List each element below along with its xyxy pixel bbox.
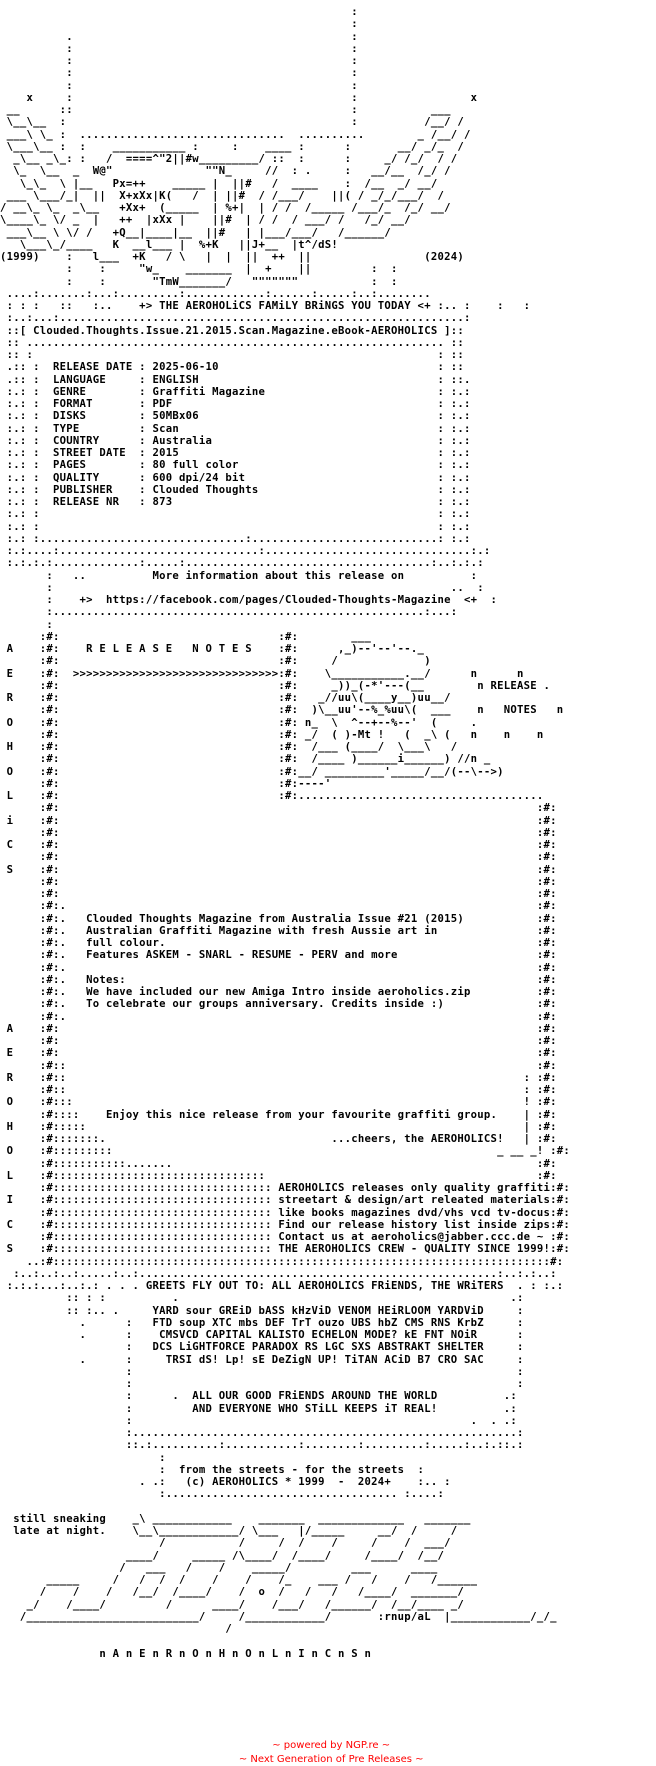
nfo-line: ....:.......:...:.........:............:......:.....:..:........ [0, 287, 431, 300]
nfo-line: late at night. \__\____________/ \___ |/_____ __/ / / [0, 1525, 458, 1537]
nfo-line: L :#: :#:..................................... [0, 790, 544, 802]
nfo-line: :#: :#: [0, 875, 557, 888]
nfo-line: : from the streets - for the streets : [0, 1463, 425, 1476]
nfo-line: . : FTD soup XTC mbs DEF TrT ouzo UBS hbZ CMS RNS KrbZ : [0, 1316, 524, 1329]
nfo-line: . .: (c) AEROHOLICS * 1999 - 2024+ :.. : [0, 1476, 451, 1488]
nfo-line: O :#::: ! :#: [0, 1096, 557, 1109]
nfo-line: :#: :#: / ) [0, 655, 431, 668]
nfo-line: : .. : [0, 581, 484, 594]
nfo-line: : [0, 618, 54, 631]
nfo-line: L :#:::::::::::::::::::::::::::::::: :#: [0, 1169, 557, 1182]
nfo-line: :#:. :#: [0, 961, 557, 974]
nfo-line: : AND EVERYONE WHO STiLL KEEPS iT REAL! .: [0, 1402, 517, 1415]
nfo-line: :.:.:.:.............:.....:.....................................:..:.:.: [0, 557, 484, 570]
nfo-line: :#:. Clouded Thoughts Magazine from Australia Issue #21 (2015) :#: [0, 912, 557, 925]
nfo-line: .:: : LANGUAGE : ENGLISH : ::. [0, 373, 471, 386]
nfo-line: still sneaking _\ ____________ _______ _____________ _______ [0, 1512, 471, 1525]
nfo-line: : : [0, 79, 358, 92]
nfo-line: .:: : RELEASE DATE : 2025-06-10 : :: [0, 361, 464, 374]
nfo-line: ::[ Clouded.Thoughts.Issue.21.2015.Scan.Magazine.eBook-AEROHOLICS ]:: [0, 324, 464, 337]
tagline-text: ~ Next Generation of Pre Releases ~ [238, 1754, 424, 1765]
nfo-line: :#:. To celebrate our groups anniversary. Credits inside :) :#: [0, 998, 557, 1011]
nfo-line: :.: : : :.: [0, 520, 471, 533]
nfo-line: A :#: R E L E A S E N O T E S :#: ,_)--'--'--._ [0, 643, 425, 655]
nfo-line: : [0, 6, 358, 18]
nfo-line: : . . .: [0, 1414, 517, 1427]
nfo-line: _/ /____/ / ____/ /___/ /______/ /__/____ _/ [0, 1598, 464, 1611]
nfo-line: C :#: :#: [0, 839, 557, 851]
nfo-line: : : : :: :.. +> THE AEROHOLiCS FAMiLY BRiNGS YOU TODAY <+ :.. : : : [0, 300, 531, 312]
nfo-line: :.: : TYPE : Scan : :.: [0, 422, 471, 435]
nfo-line: :#:. We have included our new Amiga Intro inside aeroholics.zip :#: [0, 986, 557, 998]
nfo-line: :#:. Australian Graffiti Magazine with fresh Aussie art in :#: [0, 924, 557, 937]
nfo-line: :#: :#: _/ ( )-Mt ! ( _\ ( n n n [0, 728, 544, 741]
nfo-line: :.: : GENRE : Graffiti Magazine : :.: [0, 385, 471, 398]
nfo-line: ..:#:::::::::::::::::::::::::::::::::::::::::::::::::::::::::::::::::::::::::::#: [0, 1255, 564, 1268]
nfo-line: :.: : PUBLISHER : Clouded Thoughts : :.: [0, 483, 471, 496]
nfo-line: R :#:: : :#: [0, 1071, 557, 1084]
nfo-line: I :#::::::::::::::::::::::::::::::::: streetart & design/art releated materials:#: [0, 1194, 571, 1207]
nfo-line: \_\_ \ |__ Px=++ _____ | ||# / ____ : /__ _/ __/ [0, 177, 438, 190]
nfo-line: :.:....:..............................:...............................:.: [0, 545, 491, 557]
nfo-line: :#:: :#: [0, 1059, 557, 1072]
nfo-line: O :#: :#: n_ \ ^--+--%--' ( . [0, 716, 478, 729]
nfo-line: / ___ / / _____/ ___ ____ [0, 1561, 438, 1574]
nfo-line: \___\__ : : ___________ : : ____ : : __/ _/_ / [0, 140, 464, 153]
nfo-line: :#: :#: ___ [0, 630, 372, 643]
nfo-line: E :#: :#: [0, 1047, 557, 1060]
nfo-line: :.: : DISKS : 50MBx06 : :.: [0, 410, 471, 423]
nfo-line: ::.:..........:...........:........:.........:.....:..:.::.: [0, 1439, 524, 1452]
nfo-line: / [0, 1623, 232, 1635]
nfo-line: :.: : RELEASE NR : 873 : :.: [0, 496, 471, 508]
nfo-line: :.: : QUALITY : 600 dpi/24 bit : :.: [0, 471, 471, 484]
nfo-line: :#:::::::::::....... :#: [0, 1157, 557, 1170]
nfo-line: :: :.. . YARD sour GREiD bASS kHzViD VENOM HEiRLOOM YARDViD : [0, 1304, 524, 1317]
nfo-line: : : [0, 1365, 524, 1378]
nfo-line: : : "TmW_______/ """"""" : : [0, 275, 398, 288]
nfo-line: :#:::::::. ...cheers, the AEROHOLICS! | :#: [0, 1133, 557, 1145]
nfo-line: :: ............................................................... :: [0, 336, 464, 349]
nfo-line: n A n E n R n O n H n O n L n I n C n S n [0, 1647, 372, 1660]
nfo-line: R :#: :#: _//uu\(____y__)uu__/ [0, 692, 451, 704]
nfo-line: :#:: : :#: [0, 1084, 557, 1096]
nfo-line: :#: :#:----' [0, 777, 332, 790]
nfo-line: :........................................................:...: [0, 606, 458, 619]
nfo-line: : [0, 1451, 166, 1464]
nfo-line: i :#: :#: [0, 814, 557, 827]
nfo-line: : : [0, 55, 358, 67]
nfo-line: : : [0, 42, 358, 55]
nfo-line: :..:...:.............................................................: [0, 312, 471, 325]
nfo-line: . : [0, 30, 358, 43]
nfo-line: :#::::::::::::::::::::::::::::::::: Contact us at aeroholics@jabber.ccc.de ~ :#: [0, 1231, 571, 1243]
nfo-line: H :#: :#: /___ (____/ \___\ / [0, 741, 458, 753]
nfo-line: :#:. :#: [0, 900, 557, 913]
nfo-line: :#:. :#: [0, 1010, 557, 1023]
nfo-line: / / / / / / / ___/ [0, 1537, 451, 1550]
nfo-line: A :#: :#: [0, 1022, 557, 1035]
nfo-line: :.: : : :.: [0, 508, 471, 521]
nfo-line: :#: :#: /____ )______i______) //n _ [0, 753, 491, 766]
nfo-line: H :#::::: | :#: [0, 1120, 557, 1133]
nfo-line: \_ \__ _ W@" ""N_ // : . : __/__ /_/ / [0, 165, 451, 178]
nfo-line: \___\_/____ K __l___ | %+K ||J+__ |t^/dS! [0, 238, 339, 251]
nfo-line: . : CMSVCD CAPITAL KALISTO ECHELON MODE? kE FNT NOiR : [0, 1329, 524, 1341]
nfo-line: : . ALL OUR GOOD FRiENDS AROUND THE WORLD .: [0, 1390, 517, 1403]
nfo-line: ___ \___/_| || X+xXx|K( / | ||# / /___/ ||( / _/_/___/ / [0, 189, 445, 202]
nfo-line: : [0, 18, 358, 31]
nfo-line: O :#: :#:__/ _________'_____/__/(--\-->) [0, 765, 504, 778]
nfo-line: :.: : FORMAT : PDF : :.: [0, 398, 471, 410]
nfo-line: : +> https://facebook.com/pages/Clouded-Thoughts-Magazine <+ : [0, 594, 498, 606]
footer-tagline [0, 1742, 656, 1766]
nfo-line: :..........................................................: [0, 1427, 524, 1439]
nfo-line: :.: : STREET DATE : 2015 : :.: [0, 447, 471, 459]
nfo-line: x : : x [0, 91, 478, 104]
nfo-line: :#: :#: [0, 1035, 557, 1047]
nfo-line: C :#::::::::::::::::::::::::::::::::: Find our release history list inside zips:#: [0, 1218, 571, 1231]
nfo-line: :#: :#: _))_(-*'---(__ n RELEASE . [0, 679, 551, 692]
nfo-line: \__\__ : : /__/ / [0, 116, 464, 129]
nfo-line: :..:..:..:.....:..:......................................................:..:.:..: [0, 1267, 557, 1280]
nfo-line: :#:. Notes: :#: [0, 973, 557, 986]
nfo-line: :#: :#: [0, 826, 557, 839]
nfo-line: :.:.:...:..:.: . . . GREETS FLY OUT TO: ALL AEROHOLICS FRiENDS, THE WRiTERS . : :.: [0, 1280, 564, 1292]
nfo-line: /__________________________/ /____________/ :rnup/aL |____________/_/_ [0, 1610, 557, 1623]
nfo-line: :.: : COUNTRY : Australia : :.: [0, 434, 471, 447]
nfo-line: :#: :#: [0, 802, 557, 815]
nfo-line: :#:. Features ASKEM - SNARL - RESUME - PERV and more :#: [0, 949, 557, 962]
nfo-line: :#: :#: [0, 888, 557, 900]
nfo-line: / / / /__/ /____/ / o / / / /____/ _______/ [0, 1586, 464, 1599]
nfo-line: :#: :#: [0, 851, 557, 864]
nfo-line: :#:::: Enjoy this nice release from your favourite graffiti group. | :#: [0, 1108, 557, 1121]
nfo-line: _____ / / / / / / /_ ___ / / / /______ [0, 1574, 478, 1586]
nfo-line: O :#::::::::: _ __ _! :#: [0, 1145, 571, 1158]
nfo-line: : DCS LiGHTFORCE PARADOX RS LGC SXS ABSTRAKT SHELTER : [0, 1341, 524, 1354]
nfo-line: . : TRSI dS! Lp! sE DeZigN UP! TiTAN ACiD B7 CRO SAC : [0, 1353, 524, 1366]
nfo-line: :.: : PAGES : 80 full color : :.: [0, 459, 471, 472]
nfo-line: \____\_ \/ _ | ++ |xXx | ||# | / / / ___/ / /_/ __/ [0, 214, 411, 227]
nfo-line: E :#: >>>>>>>>>>>>>>>>>>>>>>>>>>>>>>>:#: \___________.__/ n n [0, 667, 524, 680]
nfo-line: :#::::::::::::::::::::::::::::::::: AEROHOLICS releases only quality graffiti:#: [0, 1182, 571, 1194]
nfo-line: : : [0, 1378, 524, 1390]
nfo-line: :#: :#: )\__uu'--%_%uu\( ___ n NOTES n [0, 704, 564, 717]
nfo-line: ____/ _____ /\____/ /____/ /____/ /__/ [0, 1549, 445, 1562]
powered-by-text: ~ powered by NGP.re ~ [272, 1740, 391, 1751]
nfo-line: : : [0, 67, 358, 80]
nfo-line: S :#::::::::::::::::::::::::::::::::: THE AEROHOLICS CREW - QUALITY SINCE 1999!:#: [0, 1243, 571, 1256]
nfo-line: S :#: :#: [0, 863, 557, 876]
nfo-line: :: : : . .: [0, 1292, 524, 1305]
nfo-line: :.: :...............................:............................: :.: [0, 532, 471, 545]
nfo-line: __ :: : ___ [0, 104, 451, 116]
nfo-line: :#::::::::::::::::::::::::::::::::: like books magazines dvd/vhs vcd tv-docus:#: [0, 1206, 571, 1219]
nfo-line: / __\_ \_ _\__ +Xx+ (_____ | %+| | / / /_____ /___/_ /_/ __/ [0, 202, 451, 214]
nfo-line: : .. More information about this release on : [0, 569, 478, 582]
nfo-line: :: : : :: [0, 349, 464, 361]
nfo-line: ___\__ \ \/ / +Q__|____|__ ||# | |___/___/ /______/ [0, 226, 392, 239]
nfo-line: ___\ \_ : ............................... .......... _ /__/ / [0, 128, 471, 141]
nfo-line: _\__ _\_: : / ====^"2||#w_________/ :: : : _/ /_/ / / [0, 153, 458, 165]
nfo-line: (1999) : l___ +K / \ | | || ++ || (2024) [0, 251, 464, 263]
nfo-line: :#:. full colour. :#: [0, 937, 557, 949]
nfo-line: :................................... :....: [0, 1488, 445, 1501]
nfo-line: : : "w_ _______ | + || : : [0, 263, 398, 276]
